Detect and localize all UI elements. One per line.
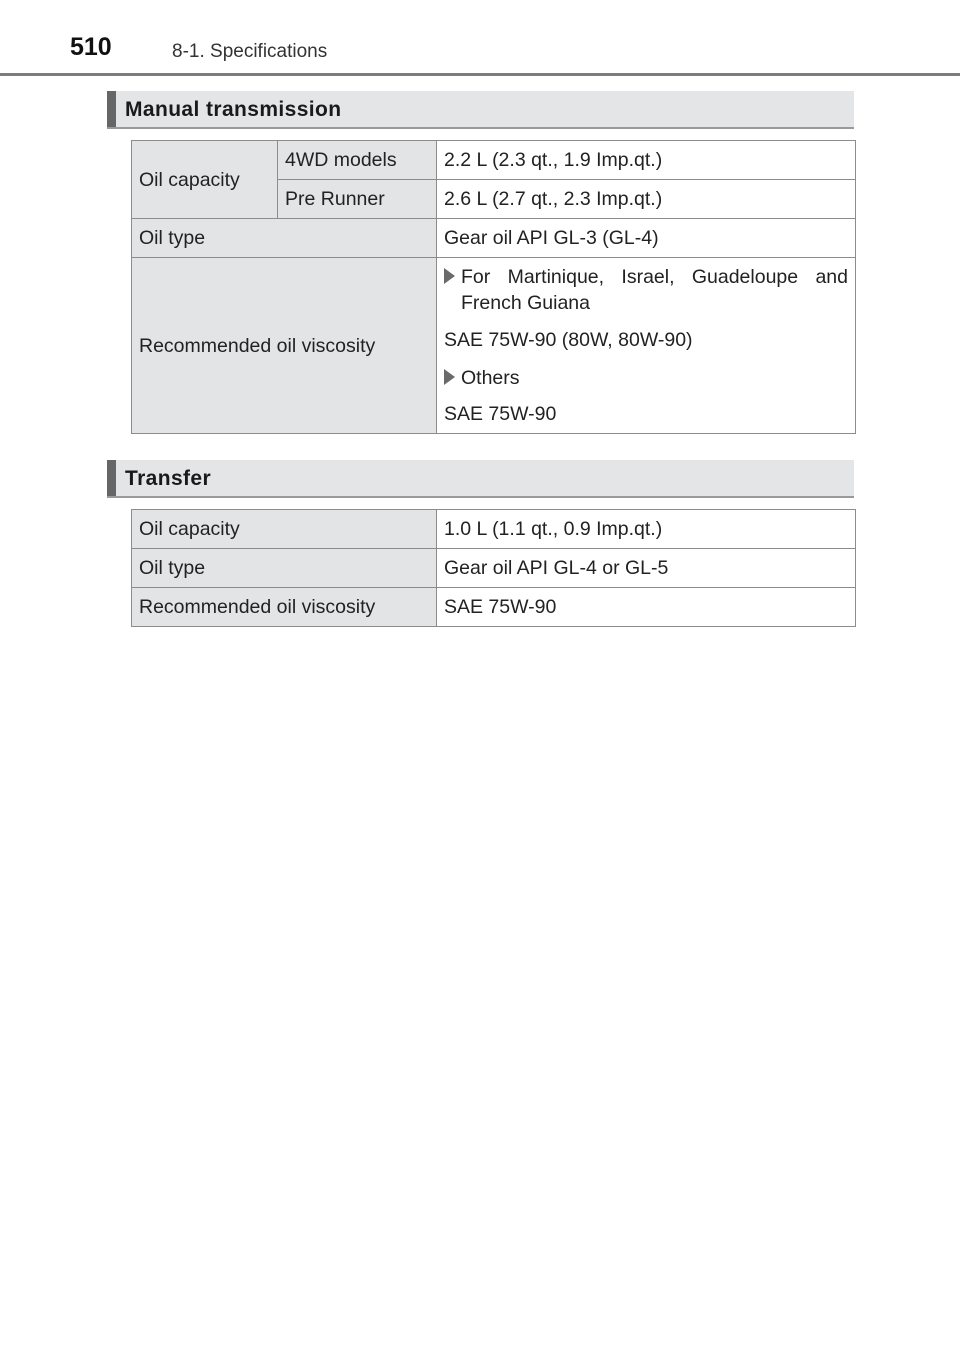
table-row: [132, 549, 856, 588]
heading-accent-bar: [107, 91, 116, 127]
triangle-bullet-icon: [444, 268, 455, 284]
oil-type-label: Oil type: [132, 549, 437, 588]
oil-type-label: Oil type: [132, 219, 437, 258]
viscosity-label: Recommended oil viscosity: [132, 588, 437, 627]
manual-transmission-table: [131, 140, 856, 434]
header-divider: [0, 73, 960, 76]
oil-capacity-label: Oil capacity: [132, 141, 278, 219]
condition-item: [444, 365, 848, 391]
section-title: 8-1. Specifications: [172, 41, 328, 62]
condition-text: Others: [461, 367, 520, 389]
table-row: [132, 258, 856, 434]
condition-item: [444, 264, 848, 316]
model-label-4wd: 4WD models: [278, 141, 437, 180]
triangle-bullet-icon: [444, 369, 455, 385]
oil-capacity-4wd-value: 2.2 L (2.3 qt., 1.9 Imp.qt.): [437, 141, 856, 180]
heading-title: Manual transmission: [125, 98, 342, 121]
oil-capacity-value: 1.0 L (1.1 qt., 0.9 Imp.qt.): [437, 510, 856, 549]
table-row: [132, 510, 856, 549]
heading-title: Transfer: [125, 467, 212, 490]
table-row: [132, 141, 856, 180]
manual-transmission-heading: [107, 91, 854, 129]
viscosity-label: Recommended oil viscosity: [132, 258, 437, 434]
transfer-heading: [107, 460, 854, 498]
table-row: [132, 588, 856, 627]
oil-capacity-label: Oil capacity: [132, 510, 437, 549]
condition-text: For Martinique, Israel, Guadeloupe and French Guiana: [461, 266, 848, 314]
viscosity-value-cell: [437, 258, 856, 434]
viscosity-value: SAE 75W-90 (80W, 80W-90): [444, 329, 693, 351]
oil-capacity-pre-runner-value: 2.6 L (2.7 qt., 2.3 Imp.qt.): [437, 180, 856, 219]
heading-accent-bar: [107, 460, 116, 496]
table-row: [132, 219, 856, 258]
viscosity-value: SAE 75W-90: [437, 588, 856, 627]
page-number: 510: [70, 33, 112, 61]
oil-type-value: Gear oil API GL-3 (GL-4): [437, 219, 856, 258]
viscosity-value: SAE 75W-90: [444, 403, 557, 425]
oil-type-value: Gear oil API GL-4 or GL-5: [437, 549, 856, 588]
transfer-table: [131, 509, 856, 627]
model-label-pre-runner: Pre Runner: [278, 180, 437, 219]
